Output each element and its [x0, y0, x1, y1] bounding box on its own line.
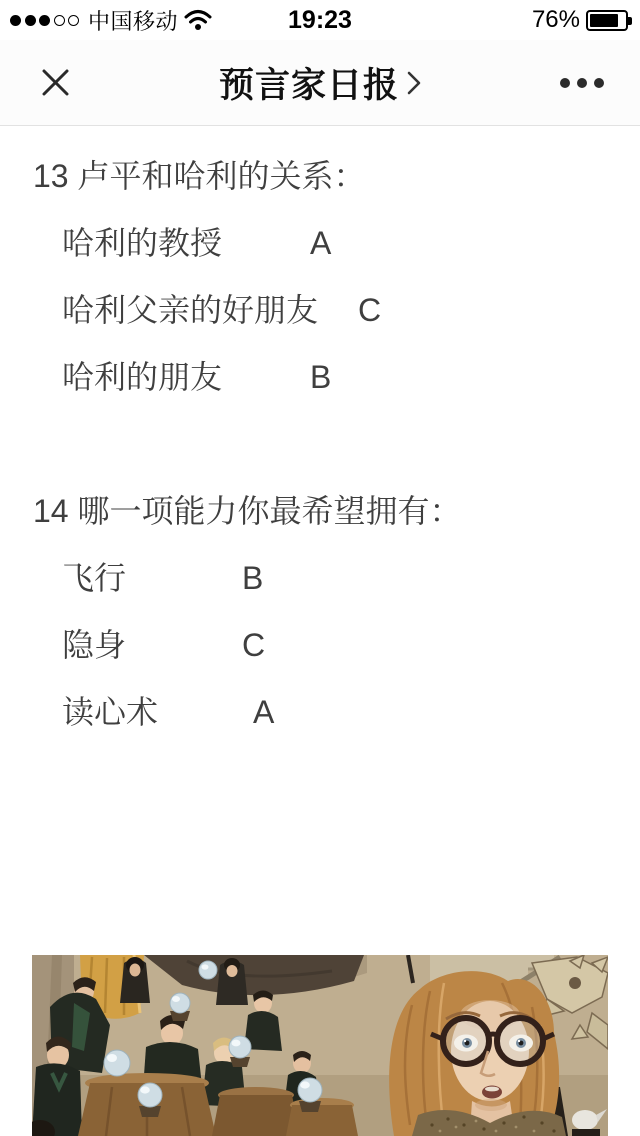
- battery-percent: 76%: [531, 6, 580, 33]
- ellipsis-icon: [560, 78, 604, 88]
- question-13-option-1: [0, 210, 640, 277]
- question-14-option-3: [0, 679, 640, 746]
- carrier-label: 中国移动: [88, 8, 179, 34]
- option-label: 读心术: [62, 694, 159, 730]
- question-13-title: 13 卢平和哈利的关系：: [33, 158, 366, 194]
- page-title: 预言家日报: [218, 66, 399, 105]
- question-14-option-2: [0, 612, 640, 679]
- battery-icon: [586, 10, 628, 31]
- option-letter: A: [253, 694, 275, 730]
- question-14-title: 14 哪一项能力你最希望拥有：: [33, 493, 462, 529]
- option-letter: C: [242, 627, 266, 663]
- question-13-option-3: [0, 344, 640, 411]
- chevron-right-icon: [407, 71, 421, 95]
- option-label: 飞行: [62, 560, 127, 596]
- question-13-option-2: [0, 277, 640, 344]
- option-label: 隐身: [62, 627, 127, 663]
- nav-bar: [0, 40, 640, 126]
- article-content: [0, 143, 640, 1136]
- option-label: 哈利父亲的好朋友: [62, 292, 319, 328]
- option-letter: C: [358, 292, 382, 328]
- option-label: 哈利的朋友: [62, 359, 223, 395]
- divination-classroom-photo: [32, 955, 608, 1136]
- option-letter: B: [310, 359, 332, 395]
- option-letter: A: [310, 225, 332, 261]
- trelawney-figure: [389, 971, 566, 1136]
- question-14-option-1: [0, 545, 640, 612]
- more-button[interactable]: [552, 66, 612, 100]
- option-letter: B: [242, 560, 264, 596]
- spacer-line: [0, 411, 640, 478]
- article-image[interactable]: [32, 955, 608, 1136]
- status-bar: [0, 0, 640, 40]
- status-time: 19:23: [288, 5, 352, 34]
- option-label: 哈利的教授: [62, 225, 223, 261]
- header-title[interactable]: [0, 40, 640, 126]
